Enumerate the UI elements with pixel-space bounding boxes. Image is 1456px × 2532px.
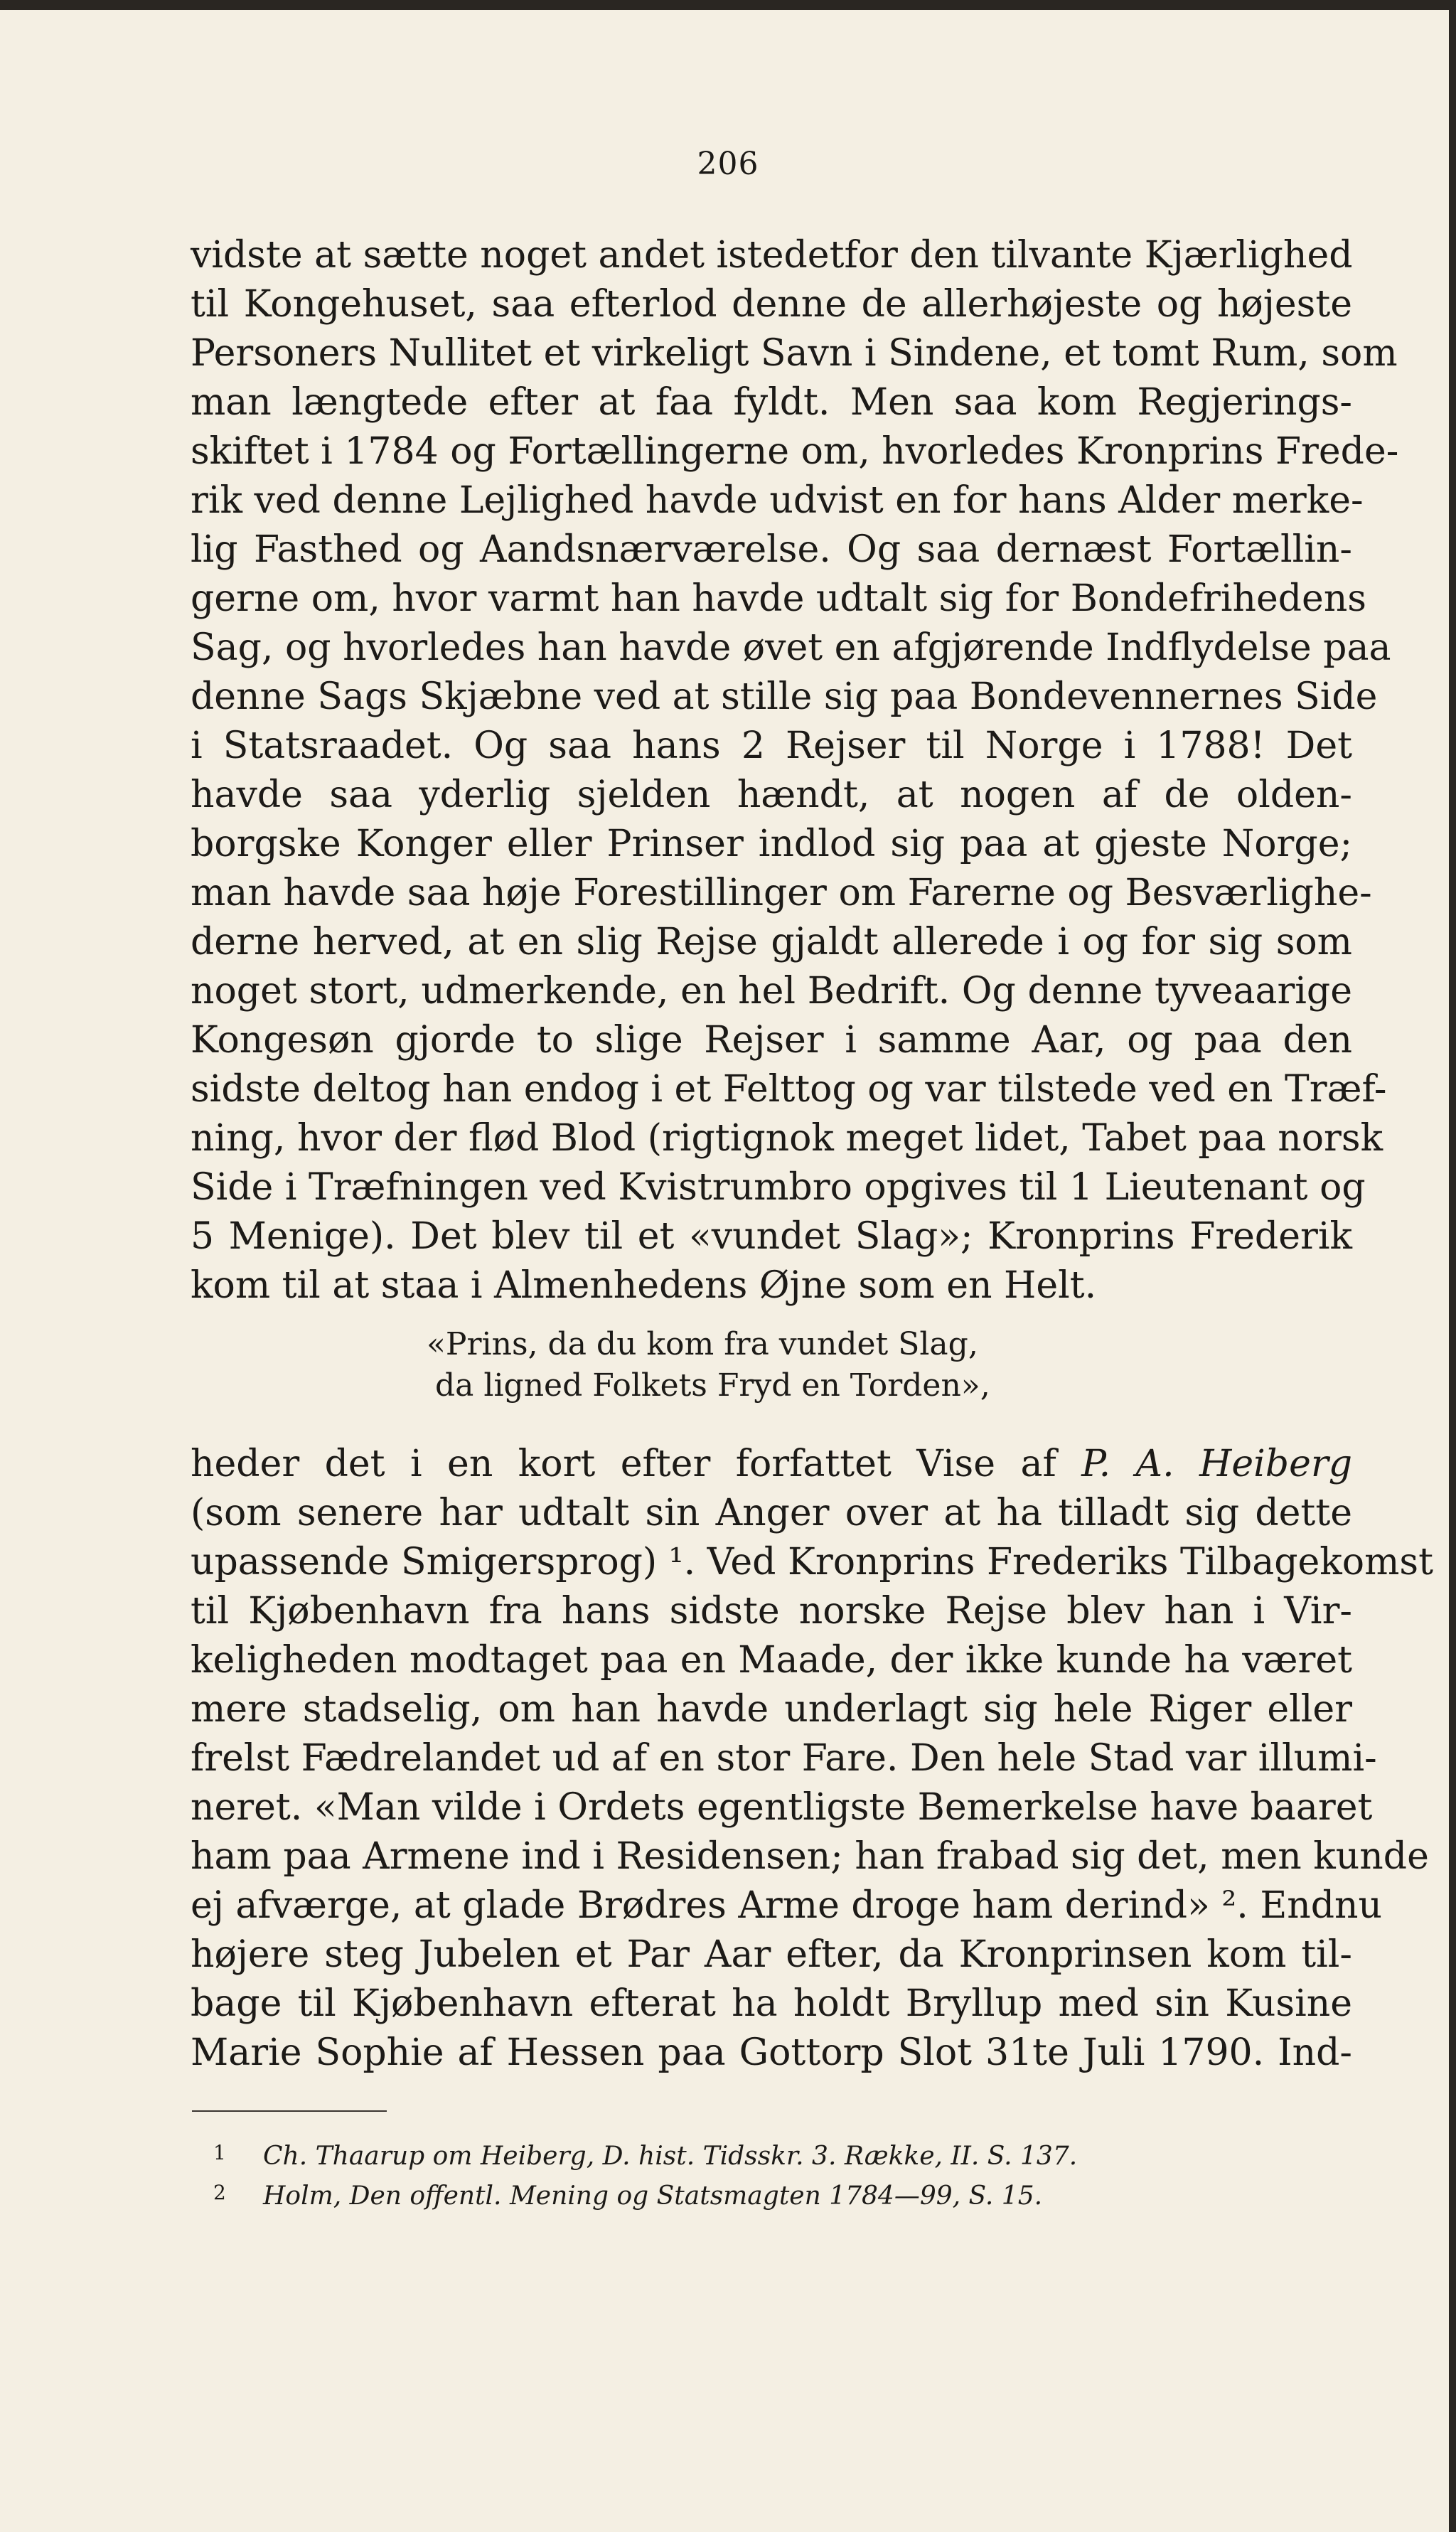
text-line: gerne om, hvor varmt han havde udtalt sig for Bondefrihedens [191, 577, 1366, 620]
text-line: man længtede efter at faa fyldt. Men saa kom Regjerings- [191, 381, 1352, 424]
footnote-rule [192, 2110, 387, 2112]
text-line: ej afværge, at glade Brødres Arme droge ham derind» ². Endnu [191, 1884, 1383, 1927]
verse-line: «Prins, da du kom fra vundet Slag, [427, 1326, 978, 1362]
text-line: mere stadselig, om han havde underlagt sig hele Riger eller [191, 1688, 1352, 1731]
footnote-mark: 2 [213, 2181, 226, 2204]
text-line: til Kjøbenhavn fra hans sidste norske Rejse blev han i Vir- [191, 1590, 1352, 1633]
text-line: skiftet i 1784 og Fortællingerne om, hvorledes Kronprins Frede- [191, 430, 1399, 473]
text-line: (som senere har udtalt sin Anger over at ha tilladt sig dette [191, 1492, 1352, 1534]
text-line: noget stort, udmerkende, en hel Bedrift. Og denne tyveaarige [191, 970, 1352, 1013]
text-line: Personers Nullitet et virkeligt Savn i Sindene, et tomt Rum, som [191, 332, 1398, 375]
text-line: keligheden modtaget paa en Maade, der ikke kunde ha været [191, 1639, 1352, 1682]
paragraph-2 [191, 1440, 1433, 2078]
text-line: ham paa Armene ind i Residensen; han frabad sig det, men kunde [191, 1835, 1429, 1878]
text-line: rik ved denne Lejlighed havde udvist en for hans Alder merke- [191, 479, 1364, 522]
text-line: derne herved, at en slig Rejse gjaldt allerede i og for sig som [191, 921, 1352, 963]
footnote-text: Ch. Thaarup om Heiberg, D. hist. Tidsskr. 3. Række, II. S. 137. [263, 2142, 1078, 2171]
verse-line: da ligned Folkets Fryd en Torden», [435, 1367, 990, 1404]
footnote-mark: 1 [213, 2141, 226, 2164]
verse-quote [427, 1324, 1351, 1406]
page-edge-right [1449, 0, 1456, 2532]
text-line: Marie Sophie af Hessen paa Gottorp Slot 31te Juli 1790. Ind- [191, 2031, 1352, 2074]
text-line: upassende Smigersprog) ¹. Ved Kronprins Frederiks Tilbagekomst [191, 1541, 1433, 1583]
page-edge-top [0, 0, 1456, 10]
text-line: borgske Konger eller Prinser indlod sig paa at gjeste Norge; [191, 823, 1352, 865]
text-line-pre: heder det i en kort efter forfattet Vise af [191, 1443, 1082, 1485]
text-line: i Statsraadet. Og saa hans 2 Rejser til Norge i 1788! Det [191, 725, 1352, 767]
text-line: denne Sags Skjæbne ved at stille sig paa Bondevennernes Side [191, 675, 1378, 718]
footnote-text: Holm, Den offentl. Mening og Statsmagten 1784—99, S. 15. [263, 2181, 1043, 2211]
paragraph-1 [191, 231, 1399, 1310]
text-line: vidste at sætte noget andet istedetfor den tilvante Kjærlighed [191, 234, 1353, 277]
page-number: 206 [697, 146, 759, 182]
text-line: bage til Kjøbenhavn efterat ha holdt Bryllup med sin Kusine [191, 1982, 1352, 2025]
author-name: P. A. Heiberg [1081, 1443, 1353, 1485]
text-line: 5 Menige). Det blev til et «vundet Slag»; Kronprins Frederik [191, 1215, 1352, 1258]
text-line: Sag, og hvorledes han havde øvet en afgjørende Indflydelse paa [191, 626, 1391, 669]
text-line: Side i Træfningen ved Kvistrumbro opgives til 1 Lieutenant og [191, 1166, 1366, 1209]
text-line: kom til at staa i Almenhedens Øjne som en Helt. [191, 1264, 1097, 1307]
text-line: man havde saa høje Forestillinger om Farerne og Besværlighe- [191, 872, 1372, 914]
text-line: havde saa yderlig sjelden hændt, at nogen af de olden- [191, 774, 1352, 816]
text-line: sidste deltog han endog i et Felttog og var tilstede ved en Træf- [191, 1068, 1387, 1111]
text-line: Kongesøn gjorde to slige Rejser i samme Aar, og paa den [191, 1019, 1352, 1062]
text-line: til Kongehuset, saa efterlod denne de allerhøjeste og højeste [191, 283, 1352, 326]
text-line: højere steg Jubelen et Par Aar efter, da Kronprinsen kom til- [191, 1933, 1352, 1976]
text-line: frelst Fædrelandet ud af en stor Fare. Den hele Stad var illumi- [191, 1737, 1377, 1780]
footnote [213, 2176, 1351, 2216]
footnotes [213, 2137, 1351, 2216]
text-line [191, 1440, 1352, 1489]
text-line: ning, hvor der flød Blod (rigtignok meget lidet, Tabet paa norsk [191, 1117, 1383, 1160]
text-line: lig Fasthed og Aandsnærværelse. Og saa dernæst Fortællin- [191, 528, 1352, 571]
text-line: neret. «Man vilde i Ordets egentligste Bemerkelse have baaret [191, 1786, 1373, 1829]
footnote [213, 2137, 1351, 2176]
